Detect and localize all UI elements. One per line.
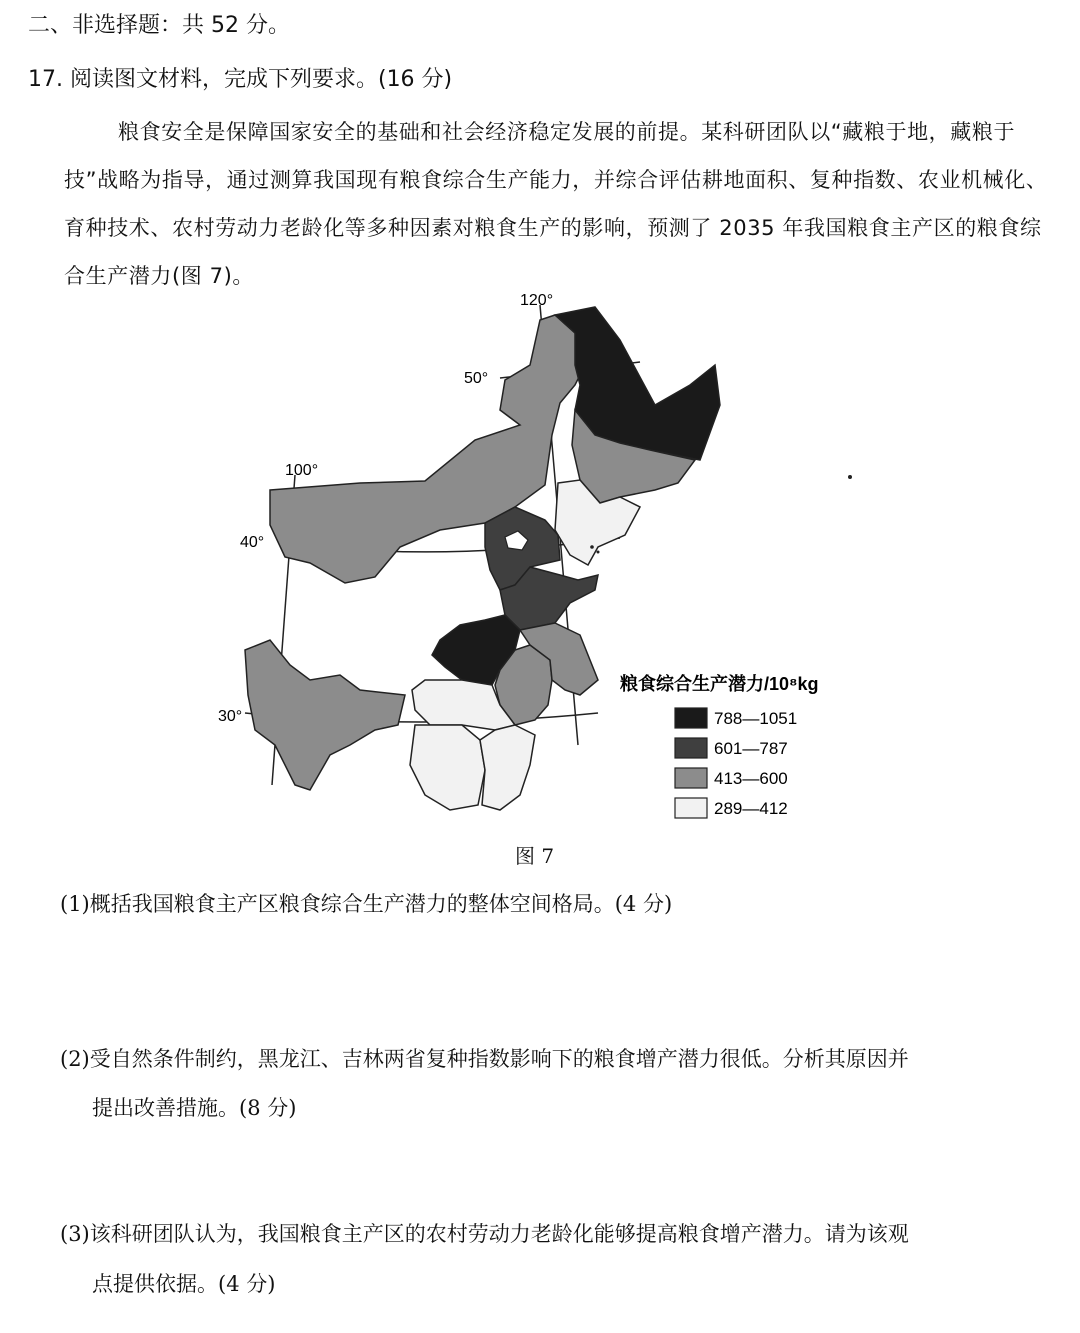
- subquestion-2-line-1: (2)受自然条件制约，黑龙江、吉林两省复种指数影响下的粮食增产潜力很低。分析其原因并: [60, 1047, 909, 1071]
- section-heading: 二、非选择题：共 52 分。: [28, 13, 290, 38]
- island-dot: [597, 551, 600, 554]
- subquestion-3-line-2: 点提供依据。(4 分): [92, 1272, 276, 1296]
- region-jiangxi: [480, 725, 535, 810]
- figure-caption: 图 7: [515, 844, 555, 868]
- lat-label-40: 40°: [240, 534, 265, 551]
- map-svg: [200, 285, 880, 845]
- figure-7-map: [200, 285, 880, 845]
- subquestion-3-line-1: (3)该科研团队认为，我国粮食主产区的农村劳动力老龄化能够提高粮食增产潜力。请为该观: [60, 1222, 909, 1246]
- legend-label: 289—412: [714, 799, 788, 818]
- map-speck: [848, 475, 852, 479]
- legend-swatch: [675, 708, 707, 728]
- lon-label-100: 100°: [285, 462, 319, 479]
- lat-label-30: 30°: [218, 708, 243, 725]
- subquestion-2-line-2: 提出改善措施。(8 分): [92, 1096, 297, 1120]
- legend-label: 413—600: [714, 769, 788, 788]
- legend: [675, 708, 797, 818]
- lon-label-120: 120°: [520, 292, 554, 309]
- legend-swatch: [675, 768, 707, 788]
- material-paragraph: 粮食安全是保障国家安全的基础和社会经济稳定发展的前提。某科研团队以“藏粮于地，藏粮于技”战略为指导，通过测算我国现有粮食综合生产能力，并综合评估耕地面积、复种指数、农业机械化、育种技术、农村劳动力老龄化等多种因素对粮食生产的影响，预测了 2035 年我国粮食主产区的粮食综合生产潜力(图 7)。: [64, 120, 1048, 288]
- legend-label: 788—1051: [714, 709, 798, 728]
- legend-swatch: [675, 798, 707, 818]
- subquestion-1: (1)概括我国粮食主产区粮食综合生产潜力的整体空间格局。(4 分): [60, 892, 673, 916]
- legend-label: 601—787: [714, 739, 788, 758]
- legend-swatch: [675, 738, 707, 758]
- lat-label-50: 50°: [464, 370, 489, 387]
- question-title: 17. 阅读图文材料，完成下列要求。(16 分): [28, 67, 453, 92]
- region-sichuan: [245, 640, 405, 790]
- legend-title: 粮食综合生产潜力/10⁸kg: [620, 674, 819, 694]
- island-dot: [590, 545, 594, 549]
- region-hunan: [410, 725, 485, 810]
